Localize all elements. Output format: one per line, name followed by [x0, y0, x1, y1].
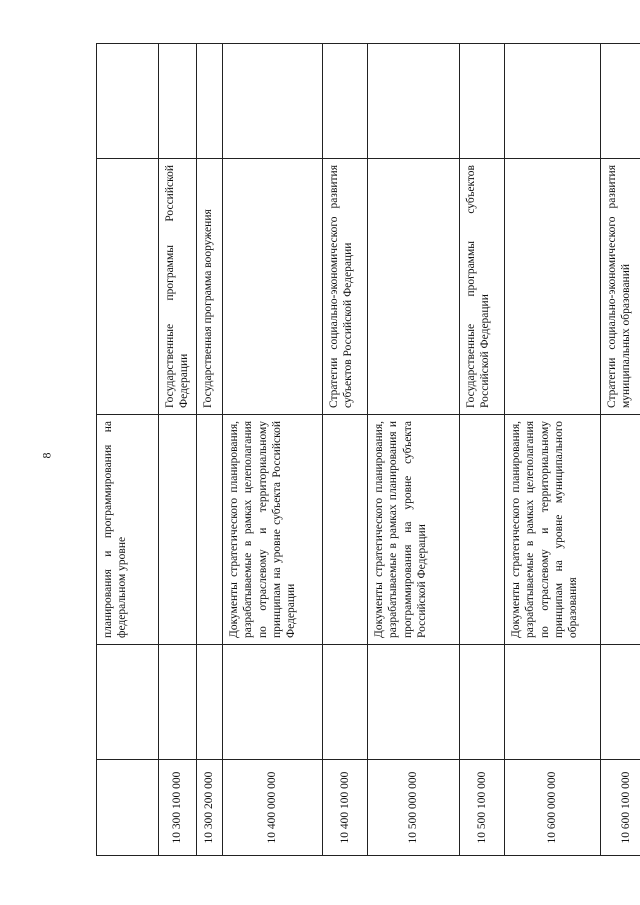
code-cell: 10 600 100 000: [600, 760, 640, 856]
code-cell: 10 400 000 000: [222, 760, 322, 856]
direction-cell: [196, 415, 222, 645]
direction-cell: Документы стратегического планирования, разрабатываемые в рамках целеполагания по отраслевому и территориальному принципам на уровне муниципального образования: [504, 415, 600, 645]
table-row: [504, 44, 600, 856]
level-cell: [196, 645, 222, 760]
empty-cell: [459, 44, 504, 159]
program-cell: Стратегии социально-экономического развития субъектов Российской Федерации: [322, 159, 367, 415]
classifier-table-rotated: [96, 44, 633, 856]
program-cell: [504, 159, 600, 415]
code-cell: 10 300 200 000: [196, 760, 222, 856]
page-number: 8: [39, 452, 54, 459]
direction-cell: Документы стратегического планирования, разрабатываемые в рамках планирования и программирования на уровне субъекта Российской Федерации: [367, 415, 459, 645]
code-cell: [97, 760, 159, 856]
program-cell: [97, 159, 159, 415]
empty-cell: [367, 44, 459, 159]
direction-cell: [322, 415, 367, 645]
program-cell: [222, 159, 322, 415]
empty-cell: [322, 44, 367, 159]
table-row: [222, 44, 322, 856]
level-cell: [222, 645, 322, 760]
table-row: [97, 44, 159, 856]
level-cell: [459, 645, 504, 760]
table-row: [367, 44, 459, 856]
empty-cell: [222, 44, 322, 159]
code-cell: 10 300 100 000: [159, 760, 197, 856]
direction-cell: [159, 415, 197, 645]
level-cell: [97, 645, 159, 760]
direction-cell: [459, 415, 504, 645]
level-cell: [159, 645, 197, 760]
level-cell: [600, 645, 640, 760]
empty-cell: [504, 44, 600, 159]
program-cell: Государственные программы субъектов Российской Федерации: [459, 159, 504, 415]
code-cell: 10 500 100 000: [459, 760, 504, 856]
empty-cell: [159, 44, 197, 159]
direction-cell: [600, 415, 640, 645]
code-cell: 10 500 000 000: [367, 760, 459, 856]
table-row: [322, 44, 367, 856]
program-cell: [367, 159, 459, 415]
direction-cell: планирования и программирования на федеральном уровне: [97, 415, 159, 645]
empty-cell: [97, 44, 159, 159]
level-cell: [504, 645, 600, 760]
code-cell: 10 400 100 000: [322, 760, 367, 856]
table-row: [196, 44, 222, 856]
empty-cell: [196, 44, 222, 159]
classifier-table: [96, 43, 640, 856]
empty-cell: [600, 44, 640, 159]
level-cell: [322, 645, 367, 760]
table-row: [159, 44, 197, 856]
table-row: [459, 44, 504, 856]
direction-cell: Документы стратегического планирования, разрабатываемые в рамках целеполагания по отраслевому и территориальному принципам на уровне субъекта Российской Федерации: [222, 415, 322, 645]
level-cell: [367, 645, 459, 760]
program-cell: Стратегии социально-экономического развития муниципальных образований: [600, 159, 640, 415]
code-cell: 10 600 000 000: [504, 760, 600, 856]
program-cell: Государственные программы Российской Федерации: [159, 159, 197, 415]
table-row: [600, 44, 640, 856]
program-cell: Государственная программа вооружения: [196, 159, 222, 415]
